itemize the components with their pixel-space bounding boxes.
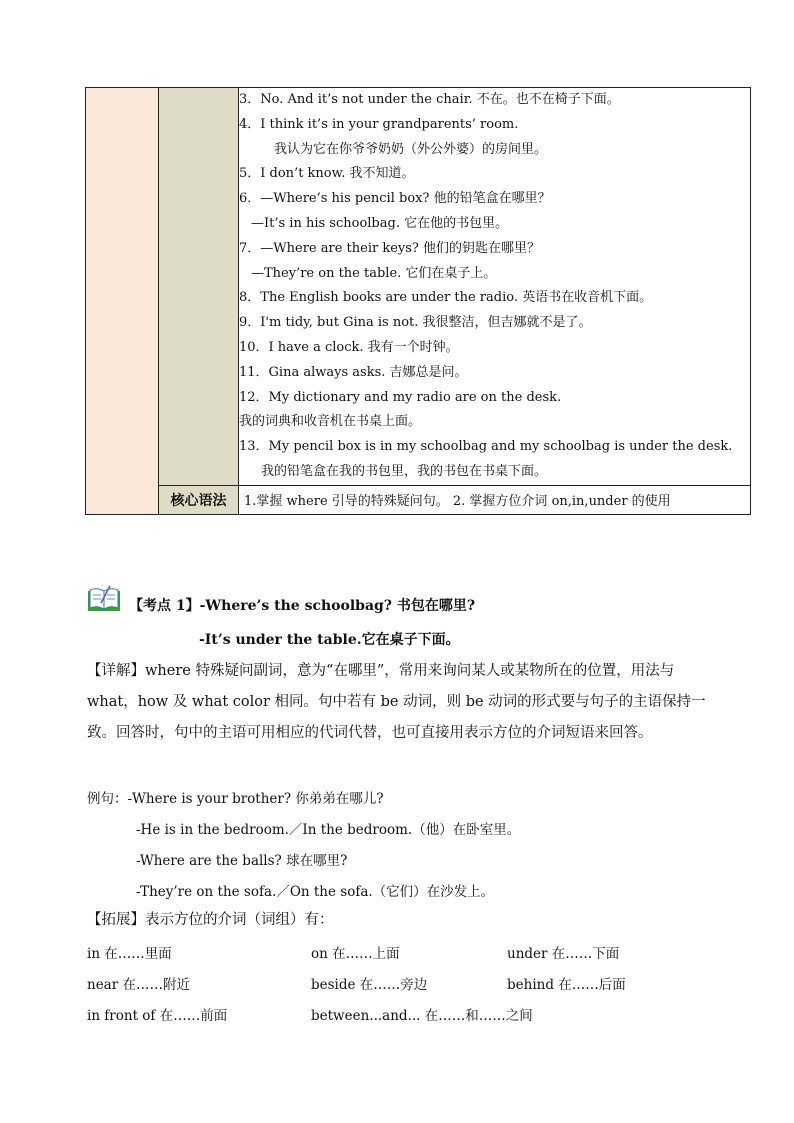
sentence-line: 13．My pencil box is in my schoolbag and my schoolbag is under the desk.	[239, 439, 733, 455]
sentence-line: —It’s in his schoolbag. 它在他的书包里。	[251, 215, 509, 231]
preposition-item: near 在……附近	[87, 977, 190, 993]
grammar-text: 1.掌握 where 引导的特殊疑问句。 2. 掌握方位介词 on,in,under 的使用	[239, 485, 751, 514]
sentence-line: 12．My dictionary and my radio are on the desk.	[239, 389, 562, 405]
sentence-line: 5．I don’t know. 我不知道。	[239, 166, 415, 182]
example-line: -He is in the bedroom.／In the bedroom.（他）在卧室里。	[136, 822, 521, 838]
sentence-line: 7．—Where are their keys? 他们的钥匙在哪里？	[239, 240, 541, 256]
sentence-line: 10．I have a clock. 我有一个时钟。	[239, 339, 459, 355]
preposition-item: beside 在……旁边	[311, 977, 428, 993]
lesson-table	[85, 87, 751, 515]
sentence-line: 4．I think it’s in your grandparents’ room.	[239, 116, 519, 132]
sentence-line: 6．—Where’s his pencil box? 他的铅笔盒在哪里？	[239, 191, 551, 207]
table-col-1	[86, 88, 159, 515]
extend-title: 【拓展】表示方位的介词（词组）有：	[87, 912, 334, 928]
sentence-line: —They’re on the table. 它们在桌子上。	[251, 265, 497, 281]
point-detail: 【详解】where 特殊疑问副词，意为“在哪里”，常用来询问某人或某物所在的位置，用法与 what，how 及 what color 相同。句中若有 be 动词，则 be 动词的形式要与句子的主语保持一致。回答时，句中的主语可用相应的代词代替，也可直接用表示方位的介词短语来回答。	[87, 663, 706, 741]
preposition-item: behind 在……后面	[507, 977, 626, 993]
preposition-item: in 在……里面	[87, 946, 172, 962]
grammar-row	[86, 485, 751, 514]
preposition-item: on 在……上面	[311, 946, 400, 962]
preposition-item: under 在……下面	[507, 946, 620, 962]
sentence-line: 11．Gina always asks. 吉娜总是问。	[239, 364, 468, 380]
sentence-line: 9．I'm tidy, but Gina is not. 我很整洁，但吉娜就不是了。	[239, 315, 592, 331]
grammar-label: 核心语法	[159, 485, 239, 514]
sentence-line: 我的铅笔盒在我的书包里，我的书包在书桌下面。	[261, 463, 548, 479]
example-line: -Where are the balls? 球在哪里?	[136, 853, 348, 869]
preposition-item: between...and... 在……和……之间	[311, 1008, 533, 1024]
point-answer: -It’s under the table.它在桌子下面。	[199, 632, 460, 648]
sentence-line: 我的词典和收音机在书桌上面。	[239, 414, 422, 430]
point-title: 【考点 1】-Where’s the schoolbag? 书包在哪里?	[129, 598, 476, 614]
example-line: 例句：-Where is your brother? 你弟弟在哪儿?	[87, 791, 384, 807]
table-col-2	[159, 88, 239, 486]
sentence-line: 8．The English books are under the radio. 英语书在收音机下面。	[239, 290, 653, 306]
sentence-line: 3．No. And it’s not under the chair. 不在。也不在椅子下面。	[239, 92, 620, 107]
sentence-line: 我认为它在你爷爷奶奶（外公外婆）的房间里。	[274, 141, 548, 157]
sentences-row	[86, 88, 751, 486]
open-book-icon	[87, 585, 121, 613]
sentences-cell	[239, 88, 751, 486]
preposition-item: in front of 在……前面	[87, 1008, 228, 1024]
point-header	[87, 585, 727, 615]
example-line: -They’re on the sofa.／On the sofa.（它们）在沙发上。	[136, 884, 495, 900]
